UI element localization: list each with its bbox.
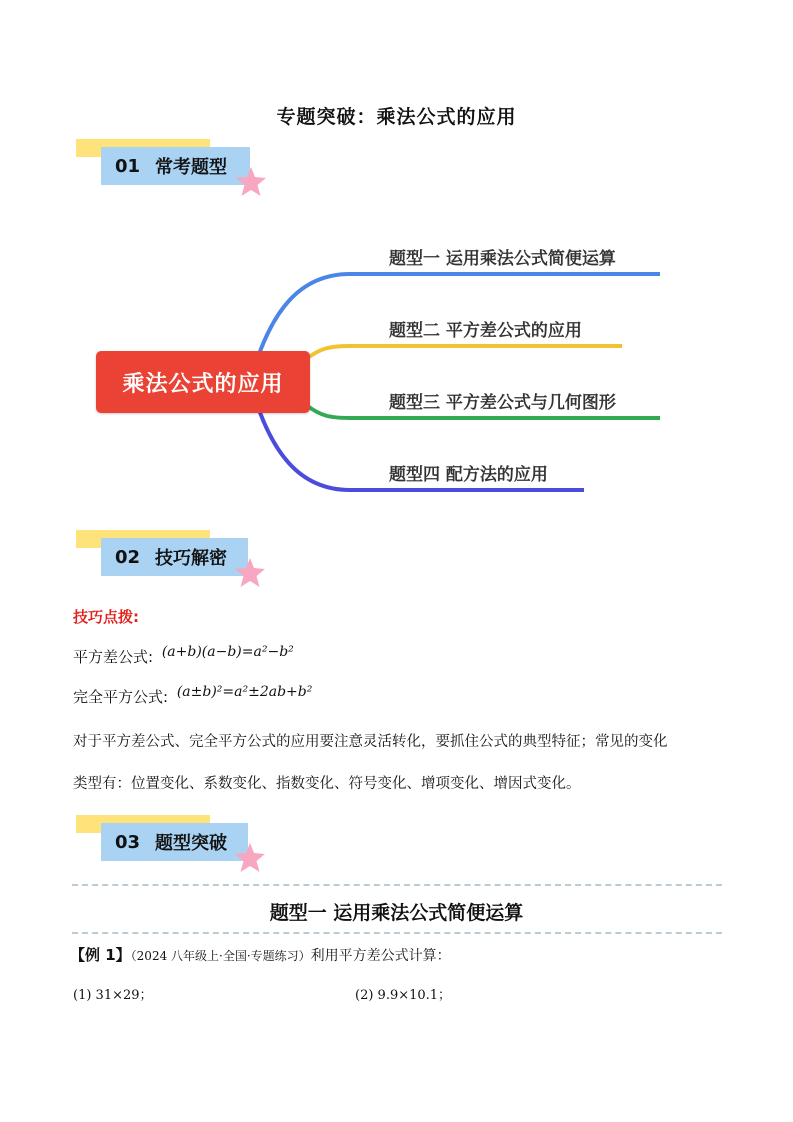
question-2: (2) 9.9×10.1； bbox=[355, 988, 452, 1003]
example-text: 利用平方差公式计算： bbox=[310, 948, 451, 964]
example-1 bbox=[70, 944, 451, 965]
page-title: 专题突破：乘法公式的应用 bbox=[276, 106, 517, 128]
divider-bottom bbox=[72, 932, 722, 934]
tips-heading: 技巧点拨: bbox=[73, 608, 139, 626]
tips-paragraph-line-1: 对于平方差公式、完全平方公式的应用要注意灵活转化，要抓住公式的典型特征；常见的变化 bbox=[73, 734, 668, 750]
perfect-square-formula: (a±b)²=a²±2ab+b² bbox=[176, 684, 313, 700]
difference-of-squares-formula: (a+b)(a−b)=a²−b² bbox=[161, 644, 294, 660]
example-source: （2024 八年级上·全国·专题练习） bbox=[130, 949, 311, 963]
section-label: 常考题型 bbox=[155, 157, 227, 178]
formula-label: 完全平方公式: bbox=[73, 688, 169, 706]
star-icon bbox=[233, 556, 267, 590]
section-header-03 bbox=[101, 823, 248, 861]
section-header-01 bbox=[101, 147, 250, 185]
question-1: (1) 31×29； bbox=[73, 988, 153, 1003]
star-icon bbox=[234, 165, 268, 199]
tips-paragraph-line-2: 类型有：位置变化、系数变化、指数变化、符号变化、增项变化、增因式变化。 bbox=[73, 776, 581, 792]
formula-label: 平方差公式: bbox=[73, 648, 154, 666]
section-number: 03 bbox=[115, 831, 141, 853]
formula-line-2 bbox=[73, 686, 312, 707]
type-one-title: 题型一 运用乘法公式简便运算 bbox=[269, 902, 524, 924]
formula-line-1 bbox=[73, 646, 294, 667]
mindmap-branch-2: 题型二 平方差公式的应用 bbox=[389, 321, 582, 341]
divider-top bbox=[72, 884, 722, 886]
mindmap-branch-1: 题型一 运用乘法公式简便运算 bbox=[389, 249, 616, 269]
section-number: 02 bbox=[115, 546, 141, 568]
example-label: 【例 1】 bbox=[70, 946, 131, 964]
section-header-02 bbox=[101, 538, 248, 576]
section-label: 技巧解密 bbox=[155, 548, 227, 569]
star-icon bbox=[233, 841, 267, 875]
mindmap-center-node: 乘法公式的应用 bbox=[96, 351, 310, 413]
section-label: 题型突破 bbox=[155, 833, 227, 854]
section-number: 01 bbox=[115, 155, 141, 177]
mindmap-branch-3: 题型三 平方差公式与几何图形 bbox=[389, 393, 616, 413]
mindmap-branch-4: 题型四 配方法的应用 bbox=[389, 465, 548, 485]
